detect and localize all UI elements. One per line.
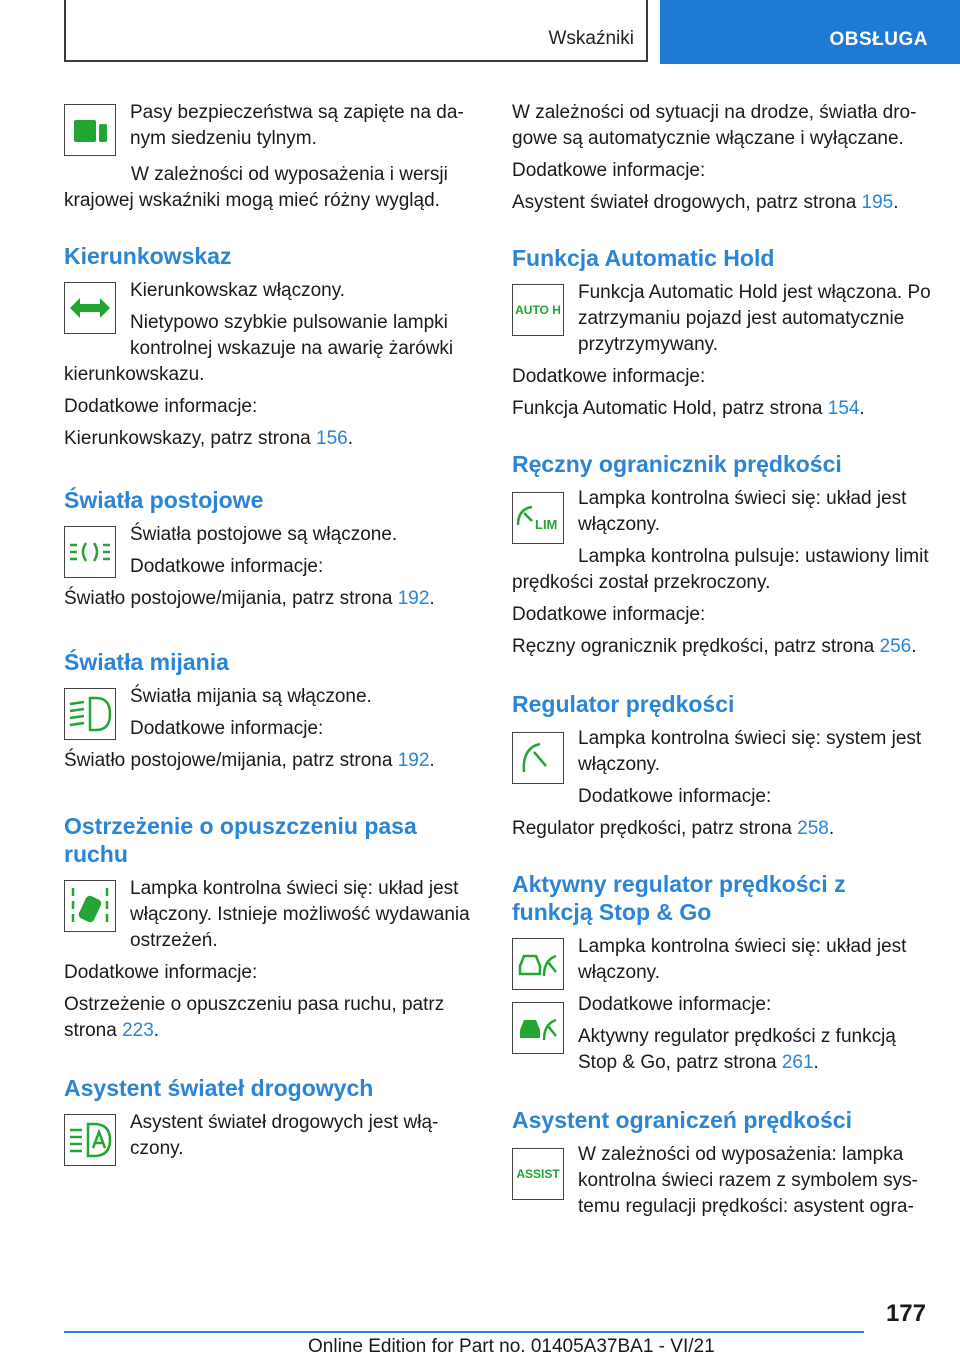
header-chapter-title: OBSŁUGA: [829, 29, 928, 50]
speed-limiter-icon: [512, 492, 564, 544]
acc-page-link[interactable]: 261: [781, 1052, 814, 1073]
heading-cruise-control: Regulator prędkości: [512, 691, 735, 717]
turn-more: Dodatkowe informacje:: [64, 396, 258, 417]
parking-page-link[interactable]: 192: [397, 588, 430, 609]
heading-lane-departure: Ostrzeżenie o opuszczeniu pasa ruchu: [64, 813, 417, 867]
heading-speed-limit-assist: Asystent ograniczeń prędkości: [512, 1107, 852, 1133]
lowbeam-text: Światła mijania są włączone.: [130, 686, 372, 707]
highbeam-page-link[interactable]: 195: [861, 192, 894, 213]
turn-ref: Kierunkowskazy, patrz strona 156.: [64, 428, 354, 449]
parking-lights-icon: [64, 526, 116, 578]
header-section-title: Wskaźniki: [548, 28, 634, 49]
parking-text: Światła postojowe są włączone.: [130, 524, 398, 545]
autohold-ref: Funkcja Automatic Hold, patrz strona 154.: [512, 398, 865, 419]
highbeam-cont-more: Dodatkowe informacje:: [512, 160, 706, 181]
cruise-ref: Regulator prędkości, patrz strona 258.: [512, 818, 835, 839]
cruise-more: Dodatkowe informacje:: [578, 786, 772, 807]
highbeam-cont-text: W zależności od sytuacji na drodze, światła drogowe są automatycznie włączane i wyłączane.: [512, 102, 917, 149]
belt-text: Pasy bezpieczeństwa są zapięte na danym siedzeniu tylnym.: [130, 102, 464, 149]
belt-note: W zależności od wyposażenia i wersji krajowej wskaźniki mogą mieć różny wygląd.: [64, 164, 448, 211]
highbeam-cont-ref: Asystent świateł drogowych, patrz strona 195.: [512, 192, 899, 213]
entry-parking-lights: [64, 522, 474, 618]
lane-text: Lampka kontrolna świeci się: układ jest włączony. Istnieje możliwość wydawania ostrzeżeń.: [130, 878, 470, 951]
footer-edition: Online Edition for Part no. 01405A37BA1 - VI/21: [308, 1336, 715, 1357]
left-column: [64, 100, 474, 1172]
lane-page-link[interactable]: 223: [122, 1020, 154, 1041]
limiter-ref: Ręczny ogranicznik prędkości, patrz strona 256.: [512, 636, 917, 657]
turn-page-link[interactable]: 156: [316, 428, 348, 449]
turn-note: Nietypowo szybkie pulsowanie lampki kontrolnej wskazuje na awarię żarówki kierunkowskazu.: [64, 312, 454, 385]
lowbeam-ref: Światło postojowe/mijania, patrz strona 192.: [64, 750, 435, 771]
cruise-text: Lampka kontrolna świeci się: system jest włączony.: [578, 728, 922, 775]
high-beam-assistant-icon: [64, 1114, 116, 1166]
limiter-note: Lampka kontrolna pulsuje: ustawiony limit prędkości został przekroczony.: [512, 546, 929, 593]
turn-text: Kierunkowskaz włączony.: [130, 280, 346, 301]
autohold-page-link[interactable]: 154: [827, 398, 860, 419]
lane-departure-icon: [64, 880, 116, 932]
highbeam-text: Asystent świateł drogowych jest włączony.: [130, 1112, 439, 1159]
limiter-text: Lampka kontrolna świeci się: układ jest włączony.: [578, 488, 907, 535]
autohold-text: Funkcja Automatic Hold jest włączona. Po zatrzymaniu pojazd jest automatycznie przytrzymywany.: [578, 282, 931, 355]
footer-divider: [64, 1331, 864, 1333]
parking-ref: Światło postojowe/mijania, patrz strona 192.: [64, 588, 435, 609]
acc-ref: Aktywny regulator prędkości z funkcją Stop & Go, patrz strona 261.: [578, 1026, 896, 1073]
svg-text:LIM: LIM: [535, 517, 558, 532]
entry-speed-limit-assist: [512, 1142, 932, 1226]
acc-outline-icon: [512, 938, 564, 990]
heading-parking-lights: Światła postojowe: [64, 487, 264, 513]
heading-automatic-hold: Funkcja Automatic Hold: [512, 245, 775, 271]
cruise-page-link[interactable]: 258: [797, 818, 829, 839]
lowbeam-more: Dodatkowe informacje:: [130, 718, 324, 739]
heading-active-cruise-control: Aktywny regulator prędkości z funkcją Stop & Go: [512, 871, 846, 925]
lane-ref: Ostrzeżenie o opuszczeniu pasa ruchu, patrz strona 223.: [64, 994, 445, 1041]
entry-active-cruise-control: [512, 934, 932, 1082]
limiter-more: Dodatkowe informacje:: [512, 604, 706, 625]
assist-text: W zależności od wyposażenia: lampka kontrolna świeci razem z symbolem systemu regulacji prędkości: asystent ogra-: [578, 1144, 918, 1217]
page-number: 177: [885, 1300, 926, 1327]
header-chapter-tab[interactable]: [660, 0, 960, 64]
heading-low-beam: Światła mijania: [64, 649, 229, 675]
acc-filled-icon: [512, 1002, 564, 1054]
auto-hold-icon: AUTO H: [512, 284, 564, 336]
parking-more: Dodatkowe informacje:: [130, 556, 324, 577]
heading-turn-signal: Kierunkowskaz: [64, 243, 232, 269]
entry-cruise-control: [512, 726, 932, 816]
limiter-page-link[interactable]: 256: [879, 636, 912, 657]
heading-speed-limiter: Ręczny ogranicznik prędkości: [512, 451, 842, 477]
lane-more: Dodatkowe informacje:: [64, 962, 258, 983]
autohold-more: Dodatkowe informacje:: [512, 366, 706, 387]
right-column: [512, 100, 932, 1226]
cruise-control-icon: [512, 732, 564, 784]
entry-rear-belts: [64, 100, 474, 162]
entry-low-beam: [64, 684, 474, 780]
entry-turn-signal: [64, 278, 474, 394]
turn-signal-icon: [64, 282, 116, 334]
acc-text: Lampka kontrolna świeci się: układ jest włączony.: [578, 936, 907, 983]
seatbelt-rear-icon: [64, 104, 116, 156]
entry-high-beam-assistant: [64, 1110, 474, 1172]
entry-speed-limiter: [512, 486, 932, 602]
header-section-box: [64, 0, 648, 62]
heading-high-beam-assistant: Asystent świateł drogowych: [64, 1075, 374, 1101]
low-beam-icon: [64, 688, 116, 740]
entry-automatic-hold: [512, 280, 932, 364]
assist-icon: ASSIST: [512, 1148, 564, 1200]
lowbeam-page-link[interactable]: 192: [397, 750, 430, 771]
entry-lane-departure: [64, 876, 474, 960]
acc-more: Dodatkowe informacje:: [578, 994, 772, 1015]
